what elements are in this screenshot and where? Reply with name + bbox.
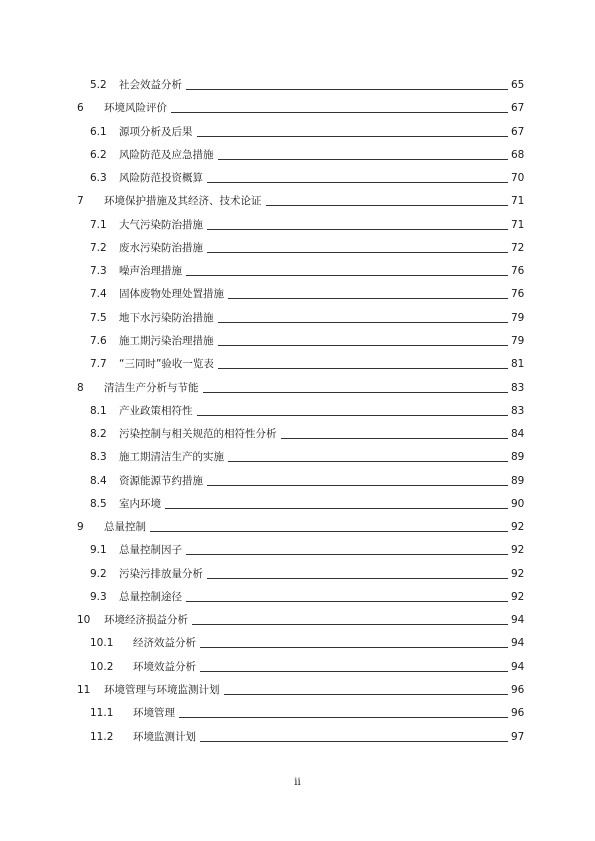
toc-entry-page: 67 [511,102,525,115]
toc-entry-number: 7.7 [90,358,107,371]
toc-leader-line [197,415,509,416]
toc-entry-title: 资源能源节约措施 [119,474,203,487]
toc-entry[interactable] [0,170,595,186]
toc-entry-number: 8 [77,381,84,394]
toc-entry-number: 7 [77,195,84,208]
toc-entry-page: 90 [511,497,525,510]
toc-entry-number: 6.1 [90,125,107,138]
toc-entry-page: 92 [511,590,525,603]
toc-entry-page: 71 [511,195,525,208]
toc-entry-title: 环境经济损益分析 [104,614,188,627]
toc-entry-number: 8.3 [90,451,107,464]
toc-entry-number: 5.2 [90,79,107,91]
toc-leader-line [200,671,508,672]
toc-entry-title: 经济效益分析 [133,637,196,650]
toc-entry[interactable] [0,100,595,116]
toc-entry-title: “三同时”验收一览表 [119,358,214,371]
toc-entry-title: 清洁生产分析与节能 [104,381,199,394]
toc-entry[interactable] [0,705,595,721]
toc-leader-line [197,136,509,137]
toc-entry[interactable] [0,380,595,396]
toc-entry-title: 环境保护措施及其经济、技术论证 [104,195,262,208]
toc-entry-title: 环境管理与环境监测计划 [104,684,220,697]
toc-entry-number: 8.4 [90,474,107,487]
toc-leader-line [218,368,508,369]
toc-entry-number: 8.1 [90,404,107,417]
toc-entry-page: 83 [511,381,525,394]
toc-entry-number: 9.2 [90,567,107,580]
toc-entry-number: 11 [77,684,91,697]
toc-entry-page: 94 [511,660,525,673]
toc-entry-page: 89 [511,474,525,487]
toc-entry-number: 7.5 [90,311,107,324]
toc-entry-page: 79 [511,311,525,324]
toc-entry[interactable] [0,426,595,442]
toc-leader-line [218,322,509,323]
toc-entry[interactable] [0,333,595,349]
toc-entry-number: 8.5 [90,497,107,510]
toc-entry-number: 7.6 [90,334,107,347]
toc-entry-title: 污染污排放量分析 [119,567,203,580]
toc-leader-line [186,89,508,90]
toc-entry-number: 9.1 [90,544,107,557]
toc-leader-line [179,717,508,718]
toc-leader-line [207,485,508,486]
toc-entry[interactable] [0,519,595,535]
toc-leader-line [203,392,509,393]
toc-entry-page: 65 [511,79,525,91]
toc-entry-title: 风险防范投资概算 [119,172,203,185]
toc-entry-title: 总量控制 [104,521,146,534]
toc-entry[interactable] [0,217,595,233]
toc-entry-title: 环境效益分析 [133,660,196,673]
toc-entry-title: 产业政策相符性 [119,404,193,417]
toc-entry-title: 总量控制因子 [119,544,182,557]
toc-entry-page: 83 [511,404,525,417]
toc-entry-page: 92 [511,567,525,580]
toc-entry-number: 7.3 [90,265,107,278]
toc-entry-title: 污染控制与相关规范的相符性分析 [119,428,277,441]
toc-entry[interactable] [0,193,595,209]
toc-entry-number: 10.1 [90,637,114,650]
toc-entry[interactable] [0,77,595,93]
toc-entry-number: 9.3 [90,590,107,603]
toc-entry-page: 72 [511,241,525,254]
toc-entry[interactable] [0,403,595,419]
toc-entry-title: 废水污染防治措施 [119,241,203,254]
toc-leader-line [228,461,508,462]
toc-entry-page: 92 [511,544,525,557]
toc-entry-page: 79 [511,334,525,347]
toc-entry-number: 9 [77,521,84,534]
toc-entry[interactable] [0,449,595,465]
toc-leader-line [171,112,508,113]
toc-leader-line [207,252,508,253]
toc-entry-title: 施工期污染治理措施 [119,334,214,347]
toc-entry-page: 68 [511,148,525,161]
toc-leader-line [281,438,509,439]
toc-entry-title: 环境管理 [133,707,175,720]
toc-entry-page: 70 [511,172,525,185]
toc-entry[interactable] [0,147,595,163]
toc-leader-line [150,531,508,532]
toc-leader-line [207,182,508,183]
toc-entry-page: 92 [511,521,525,534]
toc-entry-number: 10 [77,614,91,627]
toc-entry[interactable] [0,473,595,489]
toc-entry-number: 11.2 [90,730,114,743]
toc-leader-line [186,601,508,602]
toc-leader-line [266,205,509,206]
toc-entry-number: 6.2 [90,148,107,161]
toc-entry-page: 71 [511,218,525,231]
toc-leader-line [165,508,508,509]
toc-entry[interactable] [0,124,595,140]
toc-leader-line [228,298,508,299]
toc-entry[interactable] [0,612,595,628]
toc-entry[interactable] [0,286,595,302]
toc-entry-page: 96 [511,707,525,720]
toc-entry-title: 社会效益分析 [119,79,182,91]
toc-entry-title: 源项分析及后果 [119,125,193,138]
toc-entry[interactable] [0,659,595,675]
toc-entry-title: 总量控制途径 [119,590,182,603]
toc-entry-number: 7.1 [90,218,107,231]
toc-leader-line [186,554,508,555]
toc-entry-page: 81 [511,358,525,371]
toc-entry-page: 89 [511,451,525,464]
toc-entry[interactable] [0,240,595,256]
toc-entry-title: 固体废物处理处置措施 [119,288,224,301]
toc-entry-page: 94 [511,637,525,650]
toc-entry-title: 风险防范及应急措施 [119,148,214,161]
toc-entry-number: 7.2 [90,241,107,254]
toc-leader-line [200,647,508,648]
toc-entry[interactable] [0,496,595,512]
toc-entry[interactable] [0,263,595,279]
toc-entry-title: 噪声治理措施 [119,265,182,278]
toc-entry-page: 94 [511,614,525,627]
toc-entry-number: 10.2 [90,660,114,673]
toc-entry-number: 6 [77,102,84,115]
toc-entry[interactable] [0,566,595,582]
toc-leader-line [192,624,508,625]
toc-entry-title: 地下水污染防治措施 [119,311,214,324]
toc-entry-page: 84 [511,428,525,441]
toc-leader-line [207,229,508,230]
toc-entry-page: 96 [511,684,525,697]
toc-entry-title: 环境风险评价 [104,102,167,115]
toc-entry[interactable] [0,356,595,372]
toc-entry-number: 6.3 [90,172,107,185]
toc-entry-title: 环境监测计划 [133,730,196,743]
toc-entry-title: 施工期清洁生产的实施 [119,451,224,464]
toc-leader-line [218,345,509,346]
toc-leader-line [224,694,509,695]
toc-entry[interactable] [0,310,595,326]
toc-entry[interactable] [0,542,595,558]
toc-entry-number: 11.1 [90,707,114,720]
toc-entry-page: 76 [511,265,525,278]
page-number-footer: ii [294,777,301,788]
toc-leader-line [200,741,508,742]
toc-leader-line [186,275,508,276]
toc-entry[interactable] [0,589,595,605]
toc-entry-page: 67 [511,125,525,138]
toc-entry-title: 室内环境 [119,497,161,510]
toc-entry-page: 76 [511,288,525,301]
toc-entry-number: 7.4 [90,288,107,301]
toc-leader-line [218,159,509,160]
toc-entry[interactable] [0,682,595,698]
toc-entry-page: 97 [511,730,525,743]
toc-entry[interactable] [0,635,595,651]
toc-leader-line [207,578,508,579]
toc-entry-title: 大气污染防治措施 [119,218,203,231]
toc-entry[interactable] [0,729,595,745]
toc-entry-number: 8.2 [90,428,107,441]
